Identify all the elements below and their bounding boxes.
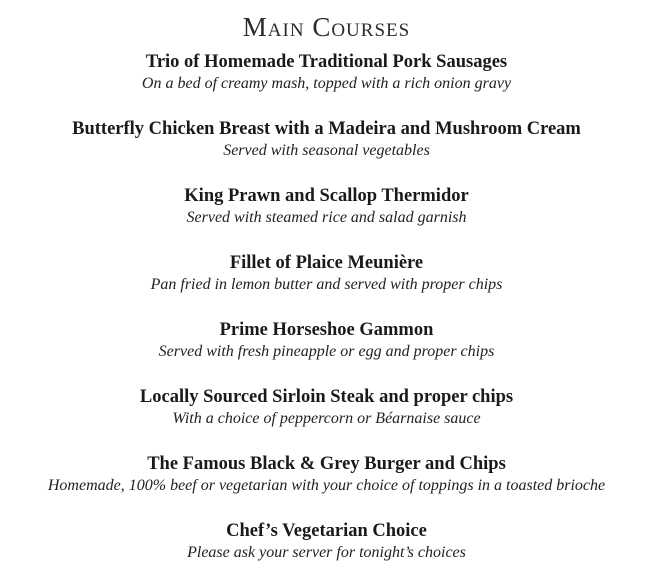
menu-item bbox=[0, 185, 653, 228]
menu-item bbox=[0, 118, 653, 161]
menu-item-description: Served with seasonal vegetables bbox=[223, 142, 430, 159]
menu-section-heading: Main Courses bbox=[242, 12, 411, 42]
menu-item bbox=[0, 252, 653, 295]
menu-item bbox=[0, 386, 653, 429]
menu-item-name: Trio of Homemade Traditional Pork Sausages bbox=[145, 52, 508, 72]
menu-item-description: Homemade, 100% beef or vegetarian with your choice of toppings in a toasted brioche bbox=[47, 477, 606, 494]
menu-item-description: On a bed of creamy mash, topped with a rich onion gravy bbox=[141, 75, 512, 92]
menu-item-name: The Famous Black & Grey Burger and Chips bbox=[147, 454, 506, 474]
menu-item-description: With a choice of peppercorn or Béarnaise sauce bbox=[172, 410, 481, 427]
menu-item-description: Pan fried in lemon butter and served with proper chips bbox=[150, 276, 503, 293]
menu-item bbox=[0, 51, 653, 94]
menu-item bbox=[0, 453, 653, 496]
menu-item-description: Please ask your server for tonight’s choices bbox=[187, 544, 466, 561]
menu-item bbox=[0, 520, 653, 563]
menu-item-name: Chef’s Vegetarian Choice bbox=[226, 521, 427, 541]
menu-item-name: Butterfly Chicken Breast with a Madeira and Mushroom Cream bbox=[72, 119, 581, 139]
menu-item-description: Served with fresh pineapple or egg and proper chips bbox=[158, 343, 495, 360]
menu-item-name: Prime Horseshoe Gammon bbox=[219, 320, 434, 340]
menu-item-name: King Prawn and Scallop Thermidor bbox=[184, 186, 469, 206]
menu-item-name: Fillet of Plaice Meunière bbox=[229, 253, 424, 273]
menu-item-description: Served with steamed rice and salad garnish bbox=[186, 209, 467, 226]
menu-item-name: Locally Sourced Sirloin Steak and proper chips bbox=[139, 387, 514, 407]
menu-item bbox=[0, 319, 653, 362]
